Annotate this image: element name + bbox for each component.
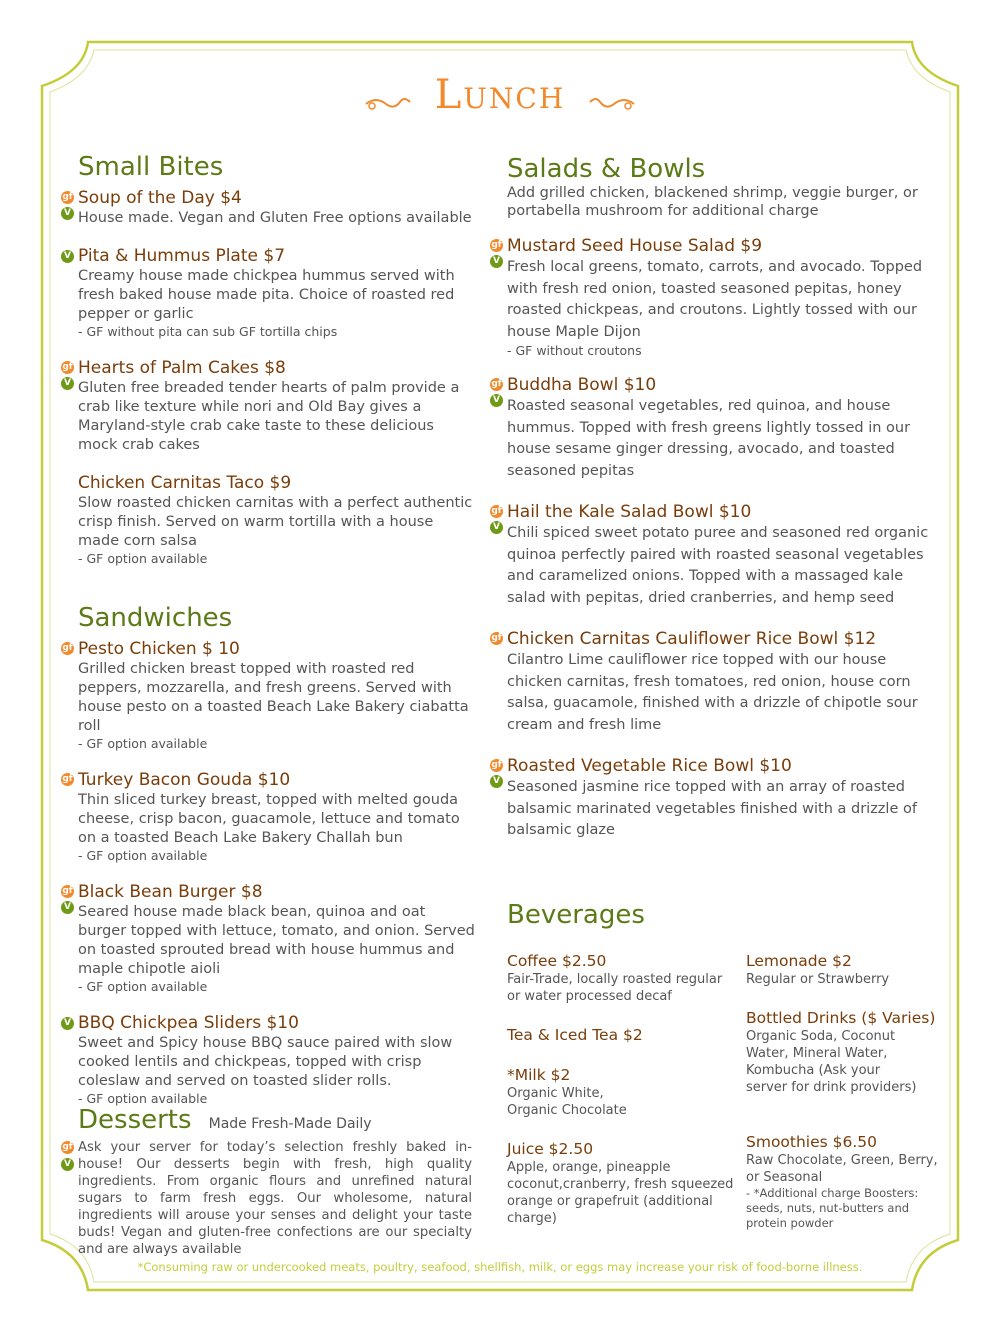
item-name: Hearts of Palm Cakes $8 [78,358,286,378]
item-note: - GF option available [78,979,208,994]
desserts-description: Ask your server for today’s selection freshly baked in-house! Our desserts begin with fresh, high quality ingredients. From organic flours and unrefined natural sugars to farm fresh eggs. Our wholesome, natural ingredients will arouse your senses and delight your taste buds! Vegan and gluten-free confections are our specialty and are always available [78,1140,472,1257]
vegan-icon: V [61,901,74,914]
vegan-icon: V [490,394,503,407]
menu-item-cauliflower-rice-bowl [491,629,935,736]
item-name: Soup of the Day $4 [78,188,242,208]
item-description: Creamy house made chickpea hummus served with fresh baked house made pita. Choice of roasted red pepper or garlic [78,268,455,322]
section-salads-heading: Salads & Bowls [507,154,706,184]
beverage-name: Lemonade $2 [746,952,852,970]
section-beverages-heading: Beverages [507,900,645,930]
item-name: BBQ Chickpea Sliders $10 [78,1013,299,1033]
menu-item-roasted-vegetable-rice-bowl [491,756,935,842]
left-swirl-icon [364,94,412,114]
beverage-juice [507,1140,737,1227]
item-description: Chili spiced sweet potato puree and seasoned red organic quinoa perfectly paired with roasted seasonal vegetables and caramelized onions. Topped with a massaged kale salad with pepitas, dried cranberries, and hemp seed [507,525,929,606]
item-description: Gluten free breaded tender hearts of palm provide a crab like texture while nori and Old Bay gives a Maryland-style crab cake taste to these delicious mock crab cakes [78,380,460,453]
gluten-free-icon: gf [491,760,502,770]
item-name: Chicken Carnitas Taco $9 [78,473,292,493]
beverage-smoothies [746,1133,938,1231]
menu-item-black-bean-burger [62,882,476,995]
beverage-description: Raw Chocolate, Green, Berry, or Seasonal [746,1153,938,1185]
menu-title-row [0,72,1000,118]
beverage-note: - *Additional charge Boosters: seeds, nuts, nut-butters and protein powder [746,1186,919,1230]
beverage-name: Tea & Iced Tea $2 [507,1026,643,1044]
desserts-subheading: Made Fresh-Made Daily [208,1116,372,1132]
beverage-milk [507,1066,737,1119]
beverage-name: *Milk $2 [507,1066,571,1084]
item-note: - GF option available [78,848,208,863]
beverage-description: Organic White, Organic Chocolate [507,1086,627,1118]
item-name: Pesto Chicken $ 10 [78,639,240,659]
item-description: Fresh local greens, tomato, carrots, and avocado. Topped with fresh red onion, toasted seasoned pepitas, honey roasted chickpeas, and croutons. Lightly tossed with our house Maple Dijon [507,259,923,340]
item-description: House made. Vegan and Gluten Free options available [78,210,472,226]
vegan-icon: V [61,1017,74,1030]
menu-item-hail-the-kale [491,502,935,609]
beverage-tea [507,1026,737,1045]
item-name: Mustard Seed House Salad $9 [507,236,763,256]
item-name: Buddha Bowl $10 [507,375,657,395]
beverage-description: Apple, orange, pineapple coconut,cranberry, fresh squeezed orange or grapefruit (additional charge) [507,1160,734,1226]
gluten-free-icon: gf [491,379,502,389]
beverage-coffee [507,952,737,1005]
salads-intro: Add grilled chicken, blackened shrimp, veggie burger, or portabella mushroom for additional charge [507,185,918,219]
vegan-icon: V [61,1158,74,1171]
right-column [491,154,935,860]
gluten-free-icon: gf [491,240,502,250]
item-description: Roasted seasonal vegetables, red quinoa, and house hummus. Topped with fresh greens lightly tossed in our house sesame ginger dressing, avocado, and toasted seasoned pepitas [507,398,911,479]
menu-item-carnitas-taco [78,473,476,567]
item-note: - GF option available [78,1091,208,1106]
vegan-icon: V [490,521,503,534]
menu-item-mustard-seed-salad [491,236,935,359]
gluten-free-icon: gf [62,774,73,784]
item-description: Thin sliced turkey breast, topped with melted gouda cheese, crisp bacon, guacamole, lettuce and tomato on a toasted Beach Lake Bakery Challah bun [78,792,460,846]
item-description: Sweet and Spicy house BBQ sauce paired with slow cooked lentils and chickpeas, topped with crisp coleslaw and served on toasted slider rolls. [78,1035,453,1089]
gluten-free-icon: gf [62,643,73,653]
item-name: Chicken Carnitas Cauliflower Rice Bowl $12 [507,629,877,649]
beverage-description: Fair-Trade, locally roasted regular or water processed decaf [507,972,723,1004]
vegan-icon: V [61,250,74,263]
gluten-free-icon: gf [62,362,73,372]
item-name: Black Bean Burger $8 [78,882,263,902]
beverage-description: Organic Soda, Coconut Water, Mineral Water, Kombucha (Ask your server for drink providers) [746,1029,917,1095]
section-small-bites-heading: Small Bites [78,152,224,182]
desserts-block [62,1105,472,1258]
section-desserts-heading: Desserts [78,1105,192,1135]
beverage-bottled-drinks [746,1009,938,1096]
vegan-icon: V [490,775,503,788]
gluten-free-icon: gf [62,1142,73,1152]
beverage-name: Bottled Drinks ($ Varies) [746,1009,936,1027]
menu-item-turkey-bacon-gouda [62,770,476,864]
item-name: Pita & Hummus Plate $7 [78,246,286,266]
item-description: Grilled chicken breast topped with roasted red peppers, mozzarella, and fresh greens. Served with house pesto on a toasted Beach Lake Bakery ciabatta roll [78,661,469,734]
item-name: Roasted Vegetable Rice Bowl $10 [507,756,792,776]
gluten-free-icon: gf [491,506,502,516]
menu-item-buddha-bowl [491,375,935,482]
item-note: - GF without croutons [507,343,642,358]
menu-item-pita-hummus [64,246,476,340]
menu-item-pesto-chicken [62,639,476,752]
item-note: - GF option available [78,551,208,566]
vegan-icon: V [490,255,503,268]
food-safety-disclaimer: *Consuming raw or undercooked meats, poultry, seafood, shellfish, milk, or eggs may increase your risk of food-borne illness. [137,1260,863,1274]
beverage-name: Smoothies $6.50 [746,1133,878,1151]
menu-item-hearts-of-palm [62,358,476,455]
menu-item-bbq-chickpea-sliders [64,1013,476,1107]
item-description: Cilantro Lime cauliflower rice topped with our house chicken carnitas, fresh tomatoes, red onion, house corn salsa, guacamole, finished with a drizzle of chipotle sour cream and fresh lime [507,652,918,733]
page-title: Lunch [434,72,566,118]
vegan-icon: V [61,207,74,220]
item-description: Seasoned jasmine rice topped with an array of roasted balsamic marinated vegetables finished with a drizzle of balsamic glaze [507,779,917,838]
menu-item-soup [62,188,476,228]
vegan-icon: V [61,377,74,390]
beverage-name: Coffee $2.50 [507,952,607,970]
beverage-lemonade [746,952,938,988]
section-sandwiches-heading: Sandwiches [78,603,233,633]
item-name: Turkey Bacon Gouda $10 [78,770,291,790]
gluten-free-icon: gf [62,192,73,202]
item-note: - GF option available [78,736,208,751]
right-swirl-icon [588,94,636,114]
item-description: Seared house made black bean, quinoa and oat burger topped with lettuce, tomato, and onion. Served on toasted sprouted bread with house hummus and maple chipotle aioli [78,904,475,977]
item-name: Hail the Kale Salad Bowl $10 [507,502,752,522]
beverage-name: Juice $2.50 [507,1140,594,1158]
item-note: - GF without pita can sub GF tortilla chips [78,324,338,339]
item-description: Slow roasted chicken carnitas with a perfect authentic crisp finish. Served on warm tortilla with a house made corn salsa [78,495,473,549]
gluten-free-icon: gf [62,886,73,896]
beverage-description: Regular or Strawberry [746,972,890,987]
gluten-free-icon: gf [491,633,502,643]
left-column [62,152,476,1125]
